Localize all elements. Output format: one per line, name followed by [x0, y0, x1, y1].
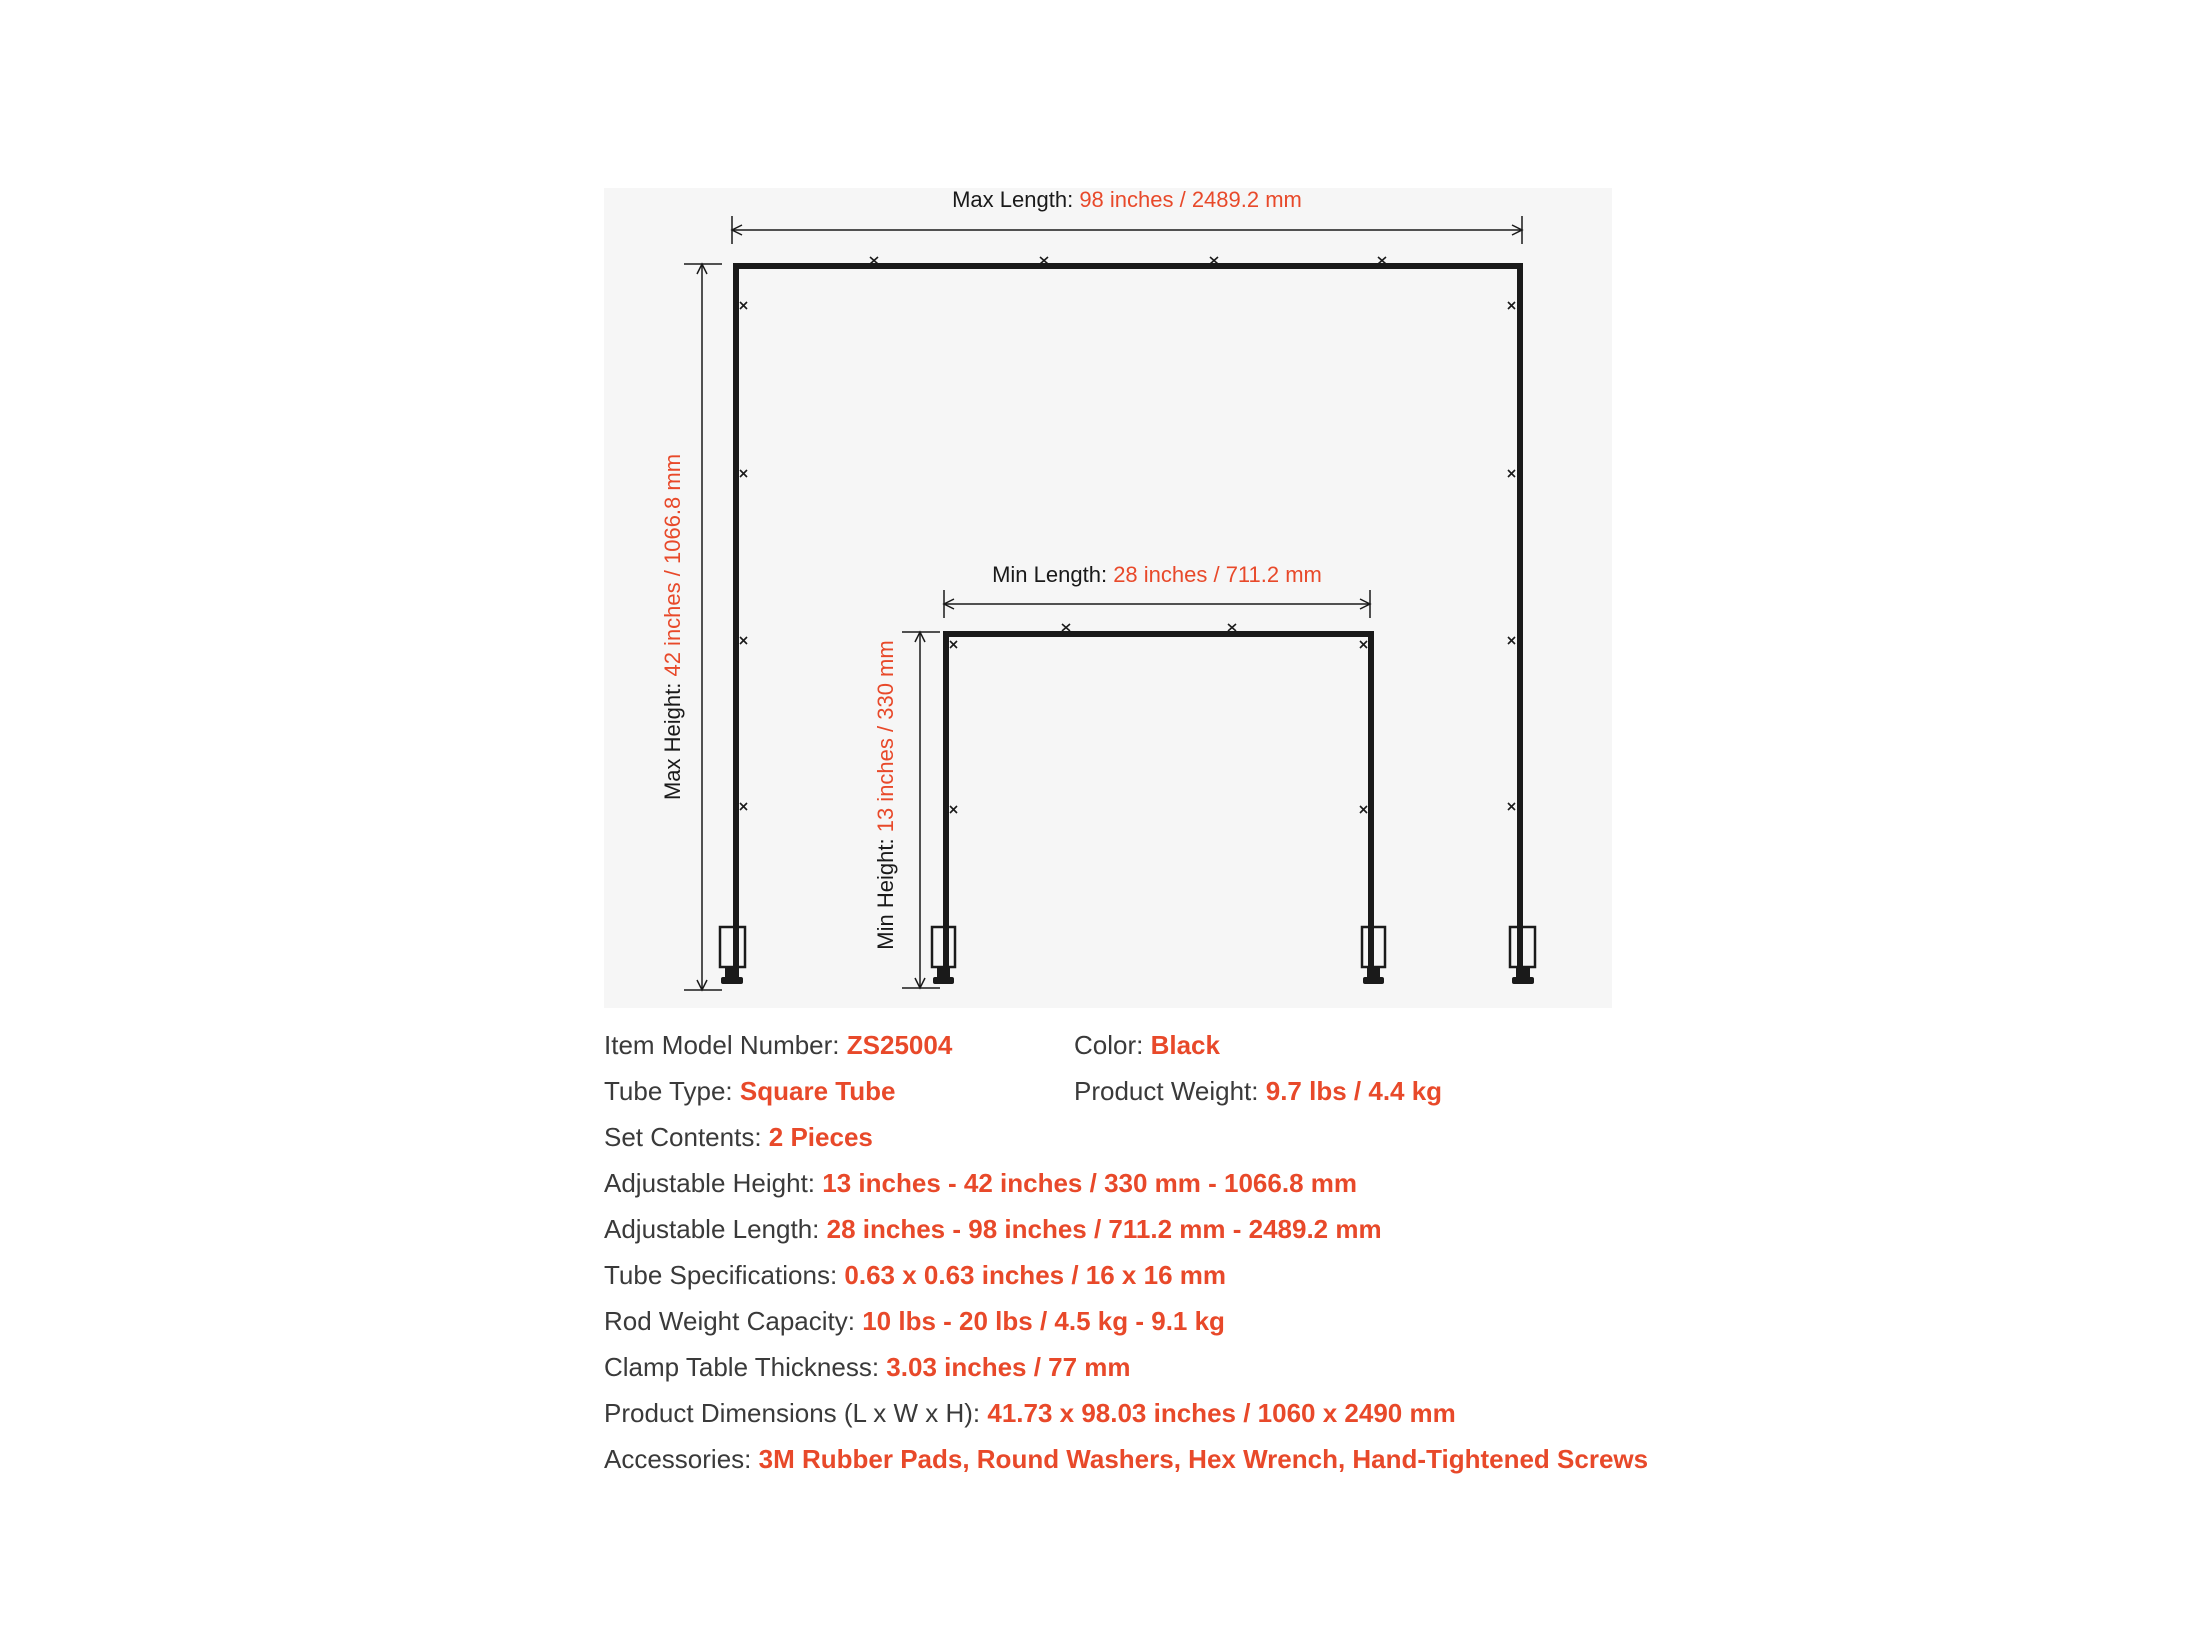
spec-value: 3.03 inches / 77 mm [886, 1352, 1131, 1382]
spec-label: Adjustable Height: [604, 1168, 816, 1198]
max-length-text [952, 187, 1302, 212]
small-frame [946, 624, 1371, 975]
min-length-dimension [944, 590, 1370, 618]
spec-label: Product Dimensions (L x W x H): [604, 1398, 981, 1428]
spec-value: Black [1150, 1030, 1220, 1060]
large-frame [736, 257, 1520, 975]
spec-label: Item Model Number: [604, 1030, 840, 1060]
spec-tube-type [604, 1076, 895, 1106]
min-length-value: 28 inches / 711.2 mm [1113, 562, 1322, 587]
spec-value: 3M Rubber Pads, Round Washers, Hex Wrench, Hand-Tightened Screws [758, 1444, 1649, 1474]
min-height-label: Min Height: [873, 838, 898, 950]
spec-value: ZS25004 [846, 1030, 953, 1060]
spec-accessories [604, 1444, 1648, 1474]
min-length-label: Min Length: [992, 562, 1108, 587]
min-height-value: 13 inches / 330 mm [873, 640, 898, 833]
max-height-dimension [684, 264, 722, 990]
max-height-label: Max Height: [660, 682, 685, 801]
spec-value: 28 inches - 98 inches / 711.2 mm - 2489.2 mm [826, 1214, 1382, 1244]
clamp-icon [720, 927, 745, 984]
spec-value: 10 lbs - 20 lbs / 4.5 kg - 9.1 kg [862, 1306, 1225, 1336]
spec-label: Tube Type: [604, 1076, 733, 1106]
spec-product-dimensions [604, 1398, 1456, 1428]
spec-set-contents [604, 1122, 873, 1152]
spec-adjustable-length [604, 1214, 1382, 1244]
spec-label: Color: [1074, 1030, 1144, 1060]
spec-label: Adjustable Length: [604, 1214, 820, 1244]
min-length-text [992, 562, 1322, 587]
spec-color [1074, 1030, 1220, 1060]
max-height-value: 42 inches / 1066.8 mm [660, 453, 685, 677]
spec-label: Rod Weight Capacity: [604, 1306, 855, 1336]
spec-value: 13 inches - 42 inches / 330 mm - 1066.8 mm [822, 1168, 1357, 1198]
spec-rod-weight-capacity [604, 1306, 1225, 1336]
spec-label: Clamp Table Thickness: [604, 1352, 880, 1382]
spec-label: Accessories: [604, 1444, 752, 1474]
spec-value: 41.73 x 98.03 inches / 1060 x 2490 mm [987, 1398, 1456, 1428]
max-height-text [660, 454, 685, 800]
spec-value: 2 Pieces [768, 1122, 873, 1152]
spec-value: 0.63 x 0.63 inches / 16 x 16 mm [844, 1260, 1226, 1290]
max-length-value: 98 inches / 2489.2 mm [1079, 187, 1302, 212]
spec-tube-specifications [604, 1260, 1226, 1290]
spec-value: 9.7 lbs / 4.4 kg [1265, 1076, 1443, 1106]
min-height-text [873, 640, 898, 949]
max-length-label: Max Length: [952, 187, 1074, 212]
min-height-dimension [902, 632, 940, 988]
spec-value: Square Tube [739, 1076, 896, 1106]
max-length-dimension [732, 216, 1522, 244]
spec-label: Set Contents: [604, 1122, 762, 1152]
spec-clamp-table-thickness [604, 1352, 1131, 1382]
spec-adjustable-height [604, 1168, 1357, 1198]
spec-item-model [604, 1030, 952, 1060]
spec-label: Product Weight: [1074, 1076, 1259, 1106]
clamp-icon [1510, 927, 1535, 984]
spec-product-weight [1074, 1076, 1442, 1106]
spec-label: Tube Specifications: [604, 1260, 838, 1290]
